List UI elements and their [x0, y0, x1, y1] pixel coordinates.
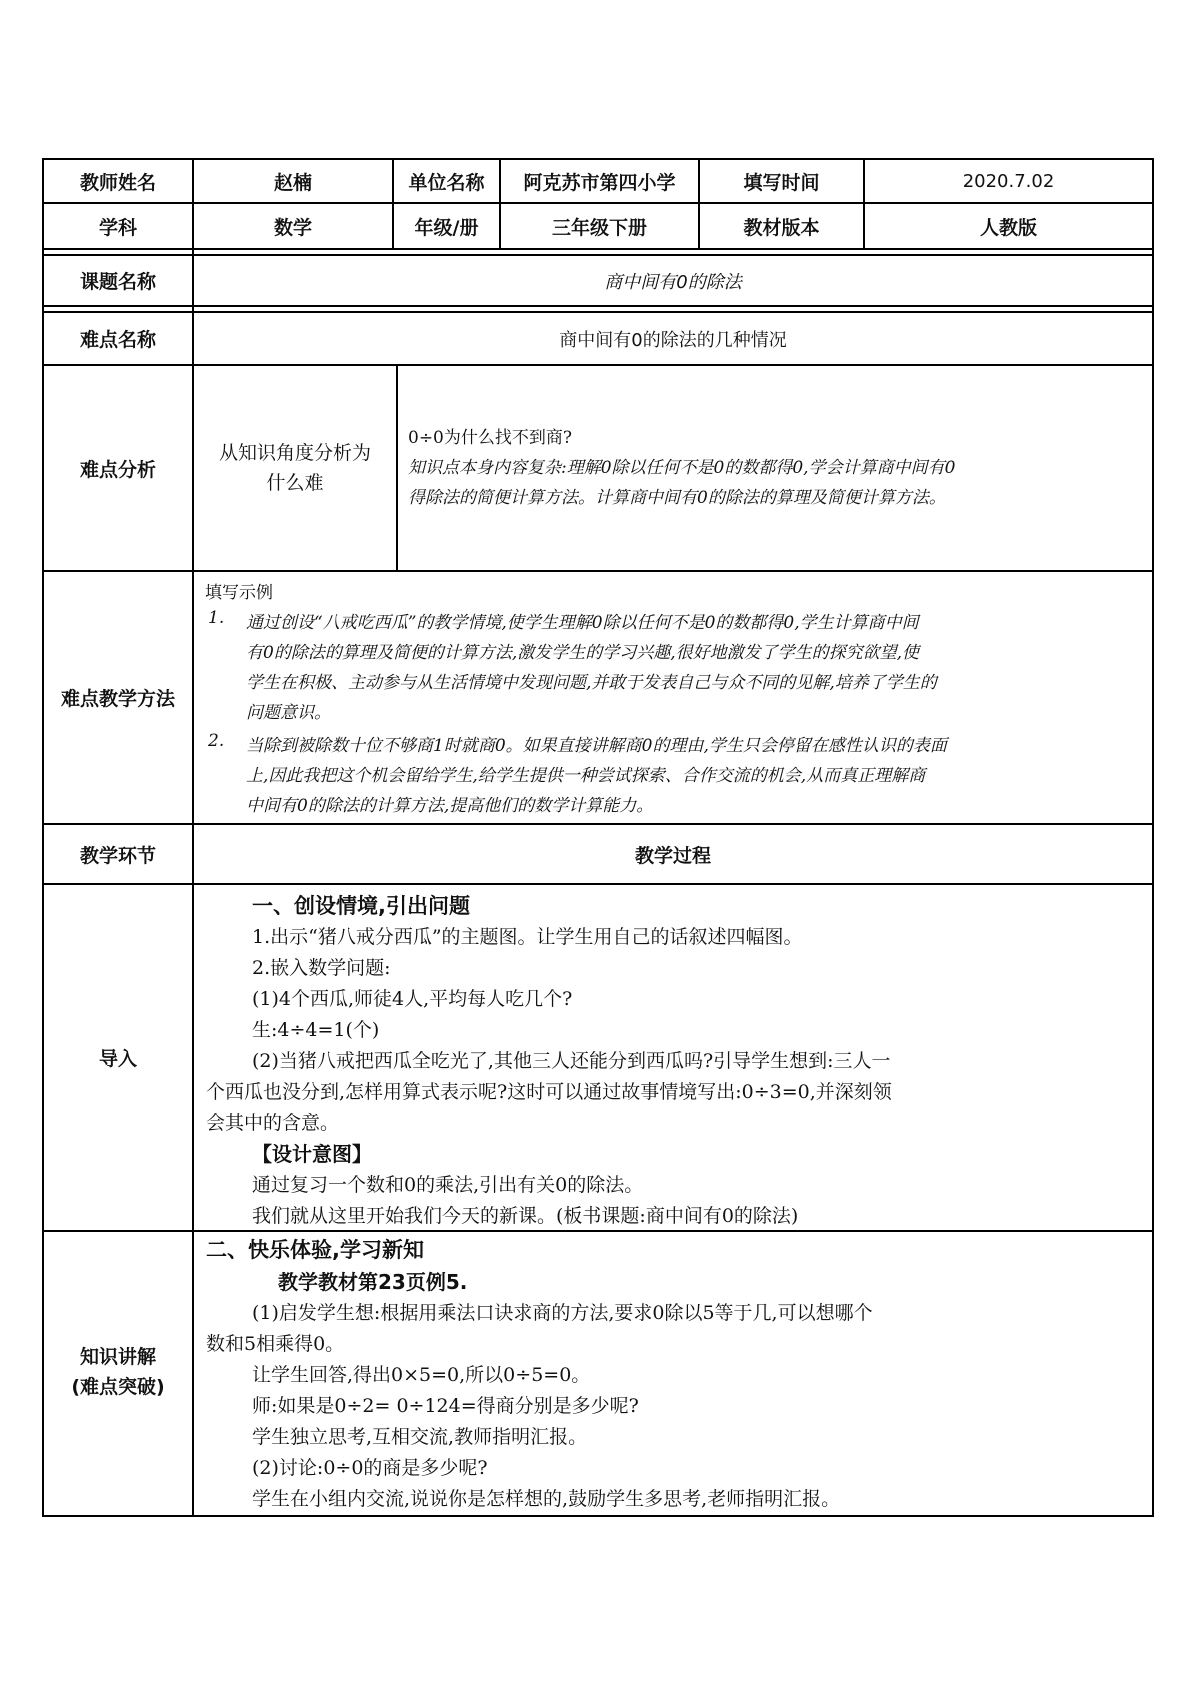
- difficulty-label: 难点名称: [79, 329, 156, 351]
- method-line: 有0的除法的算理及简便的计算方法,激发学生的学习兴趣,很好地激发了学生的探究欲望,使: [246, 643, 920, 663]
- knowledge-line: 师:如果是0÷2= 0÷124=得商分别是多少呢?: [252, 1395, 639, 1417]
- date-value: 2020.7.02: [962, 170, 1055, 192]
- method-line: 中间有0的除法的计算方法,提高他们的数学计算能力。: [246, 796, 654, 816]
- edition-label: 教材版本: [743, 216, 820, 239]
- intro-line: 会其中的含意。: [206, 1112, 340, 1134]
- topic-label: 课题名称: [79, 271, 156, 293]
- grade-label: 年级/册: [414, 216, 479, 239]
- process-stage-label: 教学环节: [79, 844, 156, 867]
- method-line: 当除到被除数十位不够商1时就商0。如果直接讲解商0的理由,学生只会停留在感性认识的表面: [246, 736, 947, 756]
- analysis-sublabel: [194, 366, 396, 570]
- knowledge-line: 学生在小组内交流,说说你是怎样想的,鼓励学生多思考,老师指明汇报。: [252, 1488, 841, 1510]
- teacher-name-label: 教师姓名: [79, 171, 156, 194]
- analysis-label: 难点分析: [79, 458, 156, 481]
- unit-label: 单位名称: [408, 171, 485, 194]
- intro-line: 2.嵌入数学问题:: [252, 957, 391, 979]
- method-label: 难点教学方法: [60, 688, 175, 710]
- difficulty-value: 商中间有0的除法的几种情况: [559, 329, 787, 351]
- analysis-line: 0÷0为什么找不到商?: [408, 428, 572, 448]
- intro-label: 导入: [98, 1048, 137, 1070]
- method-line: 问题意识。: [246, 703, 331, 723]
- method-item-num: 2.: [208, 731, 225, 751]
- knowledge-heading: 二、快乐体验,学习新知: [206, 1238, 424, 1262]
- intro-heading: 一、创设情境,引出问题: [252, 894, 470, 918]
- analysis-line: 得除法的简便计算方法。计算商中间有0的除法的算理及简便计算方法。: [408, 488, 946, 508]
- knowledge-label: [44, 1232, 192, 1515]
- analysis-sublabel-line1: 从知识角度分析为: [218, 442, 371, 464]
- intro-design-line: 我们就从这里开始我们今天的新课。(板书课题:商中间有0的除法): [252, 1205, 799, 1227]
- intro-line: 1.出示“猪八戒分西瓜”的主题图。让学生用自己的话叙述四幅图。: [252, 926, 803, 948]
- analysis-sublabel-line2: 什么难: [266, 472, 324, 494]
- knowledge-label-line2: (难点突破): [71, 1376, 165, 1398]
- unit-value: 阿克苏市第四小学: [523, 171, 676, 194]
- method-line: 学生在积极、主动参与从生活情境中发现问题,并敢于发表自己与众不同的见解,培养了学生的: [246, 673, 937, 693]
- method-line: 通过创设“八戒吃西瓜”的教学情境,使学生理解0除以任何不是0的数都得0,学生计算商中间: [246, 613, 919, 633]
- intro-line: 个西瓜也没分到,怎样用算式表示呢?这时可以通过故事情境写出:0÷3=0,并深刻领: [206, 1081, 892, 1103]
- knowledge-line: 让学生回答,得出0×5=0,所以0÷5=0。: [252, 1364, 591, 1386]
- topic-value: 商中间有0的除法: [604, 271, 742, 293]
- knowledge-line: 学生独立思考,互相交流,教师指明汇报。: [252, 1426, 588, 1448]
- intro-line: 生:4÷4=1(个): [252, 1019, 380, 1041]
- intro-design-heading: 【设计意图】: [252, 1142, 372, 1166]
- process-title: 教学过程: [634, 844, 711, 867]
- knowledge-subheading: 教学教材第23页例5.: [278, 1270, 468, 1294]
- date-label: 填写时间: [743, 171, 820, 194]
- subject-label: 学科: [98, 216, 137, 239]
- method-line: 上,因此我把这个机会留给学生,给学生提供一种尝试探索、合作交流的机会,从而真正理解商: [246, 766, 926, 786]
- intro-line: (1)4个西瓜,师徒4人,平均每人吃几个?: [252, 988, 573, 1010]
- knowledge-label-line1: 知识讲解: [79, 1346, 156, 1368]
- grade-value: 三年级下册: [551, 216, 647, 239]
- teacher-name-value: 赵楠: [273, 171, 312, 194]
- analysis-line: 知识点本身内容复杂:理解0除以任何不是0的数都得0,学会计算商中间有0: [408, 458, 956, 478]
- knowledge-line: (1)启发学生想:根据用乘法口诀求商的方法,要求0除以5等于几,可以想哪个: [252, 1302, 873, 1324]
- method-example: 填写示例: [205, 583, 273, 603]
- edition-value: 人教版: [979, 216, 1037, 239]
- method-item-num: 1.: [208, 608, 225, 628]
- intro-line: (2)当猪八戒把西瓜全吃光了,其他三人还能分到西瓜吗?引导学生想到:三人一: [252, 1050, 891, 1072]
- knowledge-line: (2)讨论:0÷0的商是多少呢?: [252, 1457, 488, 1479]
- intro-design-line: 通过复习一个数和0的乘法,引出有关0的除法。: [252, 1174, 644, 1196]
- knowledge-line: 数和5相乘得0。: [206, 1333, 345, 1355]
- subject-value: 数学: [273, 216, 312, 239]
